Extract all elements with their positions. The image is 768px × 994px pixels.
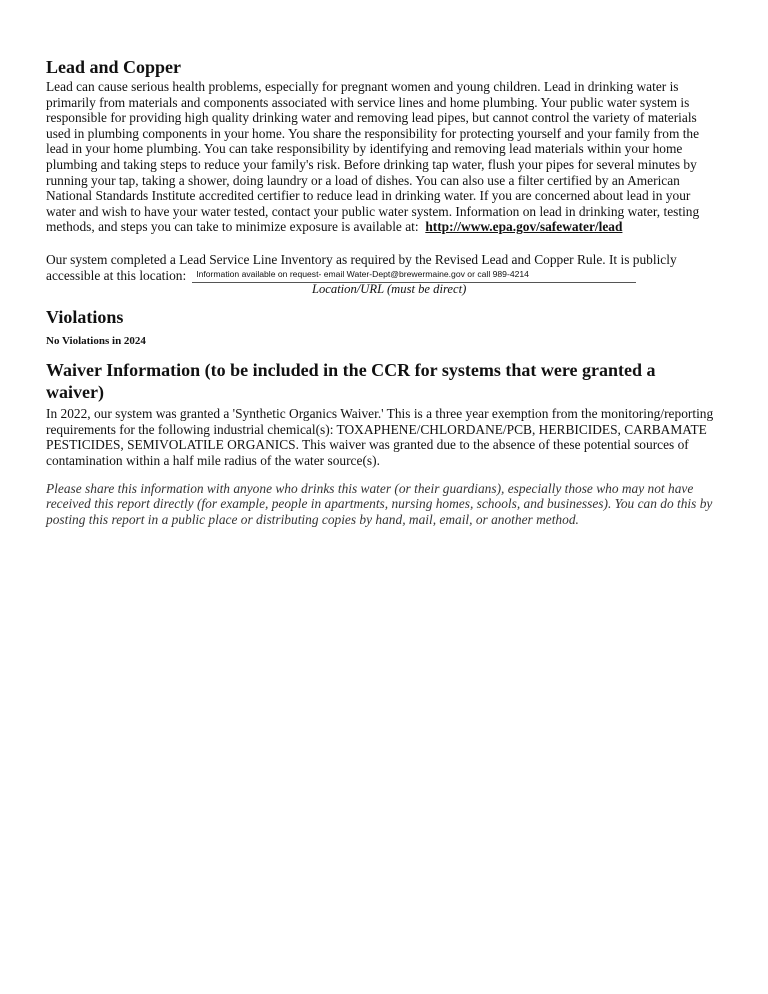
lead-copper-heading: Lead and Copper	[46, 57, 182, 77]
inventory-text: Our system completed a Lead Service Line Inventory as required by the Revised Lead and Copper Rule. It is publicly accessible at this location:	[46, 251, 677, 283]
share-notice: Please share this information with anyone who drinks this water (or their guardians), especially those who may not have received this report directly (for example, people in apartments, nursing homes, schools, and businesses). You can do this by posting this report in a public place or distributing copies by hand, mail, email, or another method.	[46, 480, 713, 527]
waiver-text: In 2022, our system was granted a 'Synthetic Organics Waiver.' This is a three year exemption from the monitoring/reporting requirements for the following industrial chemical(s): TOXAPHENE/CHLORDANE/PCB, HERBICIDES, CARBAMATE PESTICIDES, SEMIVOLATILE ORGANICS. This waiver was granted due to the absence of these potential sources of contamination within a half mile radius of the water source(s).	[46, 406, 714, 468]
waiver-heading: Waiver Information (to be included in the CCR for systems that were granted a waiver)	[46, 360, 656, 403]
location-caption: Location/URL (must be direct)	[312, 282, 467, 297]
epa-lead-link[interactable]: http://www.epa.gov/safewater/lead	[425, 219, 623, 235]
location-field	[192, 268, 636, 283]
inventory-paragraph	[46, 252, 716, 283]
lead-copper-paragraph	[46, 79, 716, 235]
violations-heading: Violations	[46, 307, 124, 328]
lead-copper-text: Lead can cause serious health problems, especially for pregnant women and young children. Lead in drinking water is primarily from materials and components associated with service lines and home plumbing. Your public water system is responsible for providing high quality drinking water and removing lead pipes, but cannot control the variety of materials used in plumbing components in your home. You share the responsibility for protecting yourself and your family from the lead in your home plumbing. You can take responsibility by identifying and removing lead materials within your home plumbing and taking steps to reduce your family's risk. Before drinking tap water, flush your pipes for several minutes by running your tap, taking a shower, doing laundry or a load of dishes. You can also use a filter certified by an American National Standards Institute accredited certifier to reduce lead in drinking water. If you are concerned about lead in your water and wish to have your water tested, contact your public water system. Information on lead in drinking water, testing methods, and steps you can take to minimize exposure is available at:	[46, 79, 700, 235]
location-value: Information available on request- email Water-Dept@brewermaine.gov or call 989-4214	[196, 269, 529, 280]
report-page	[46, 56, 716, 527]
violations-text: No Violations in 2024	[46, 335, 146, 348]
